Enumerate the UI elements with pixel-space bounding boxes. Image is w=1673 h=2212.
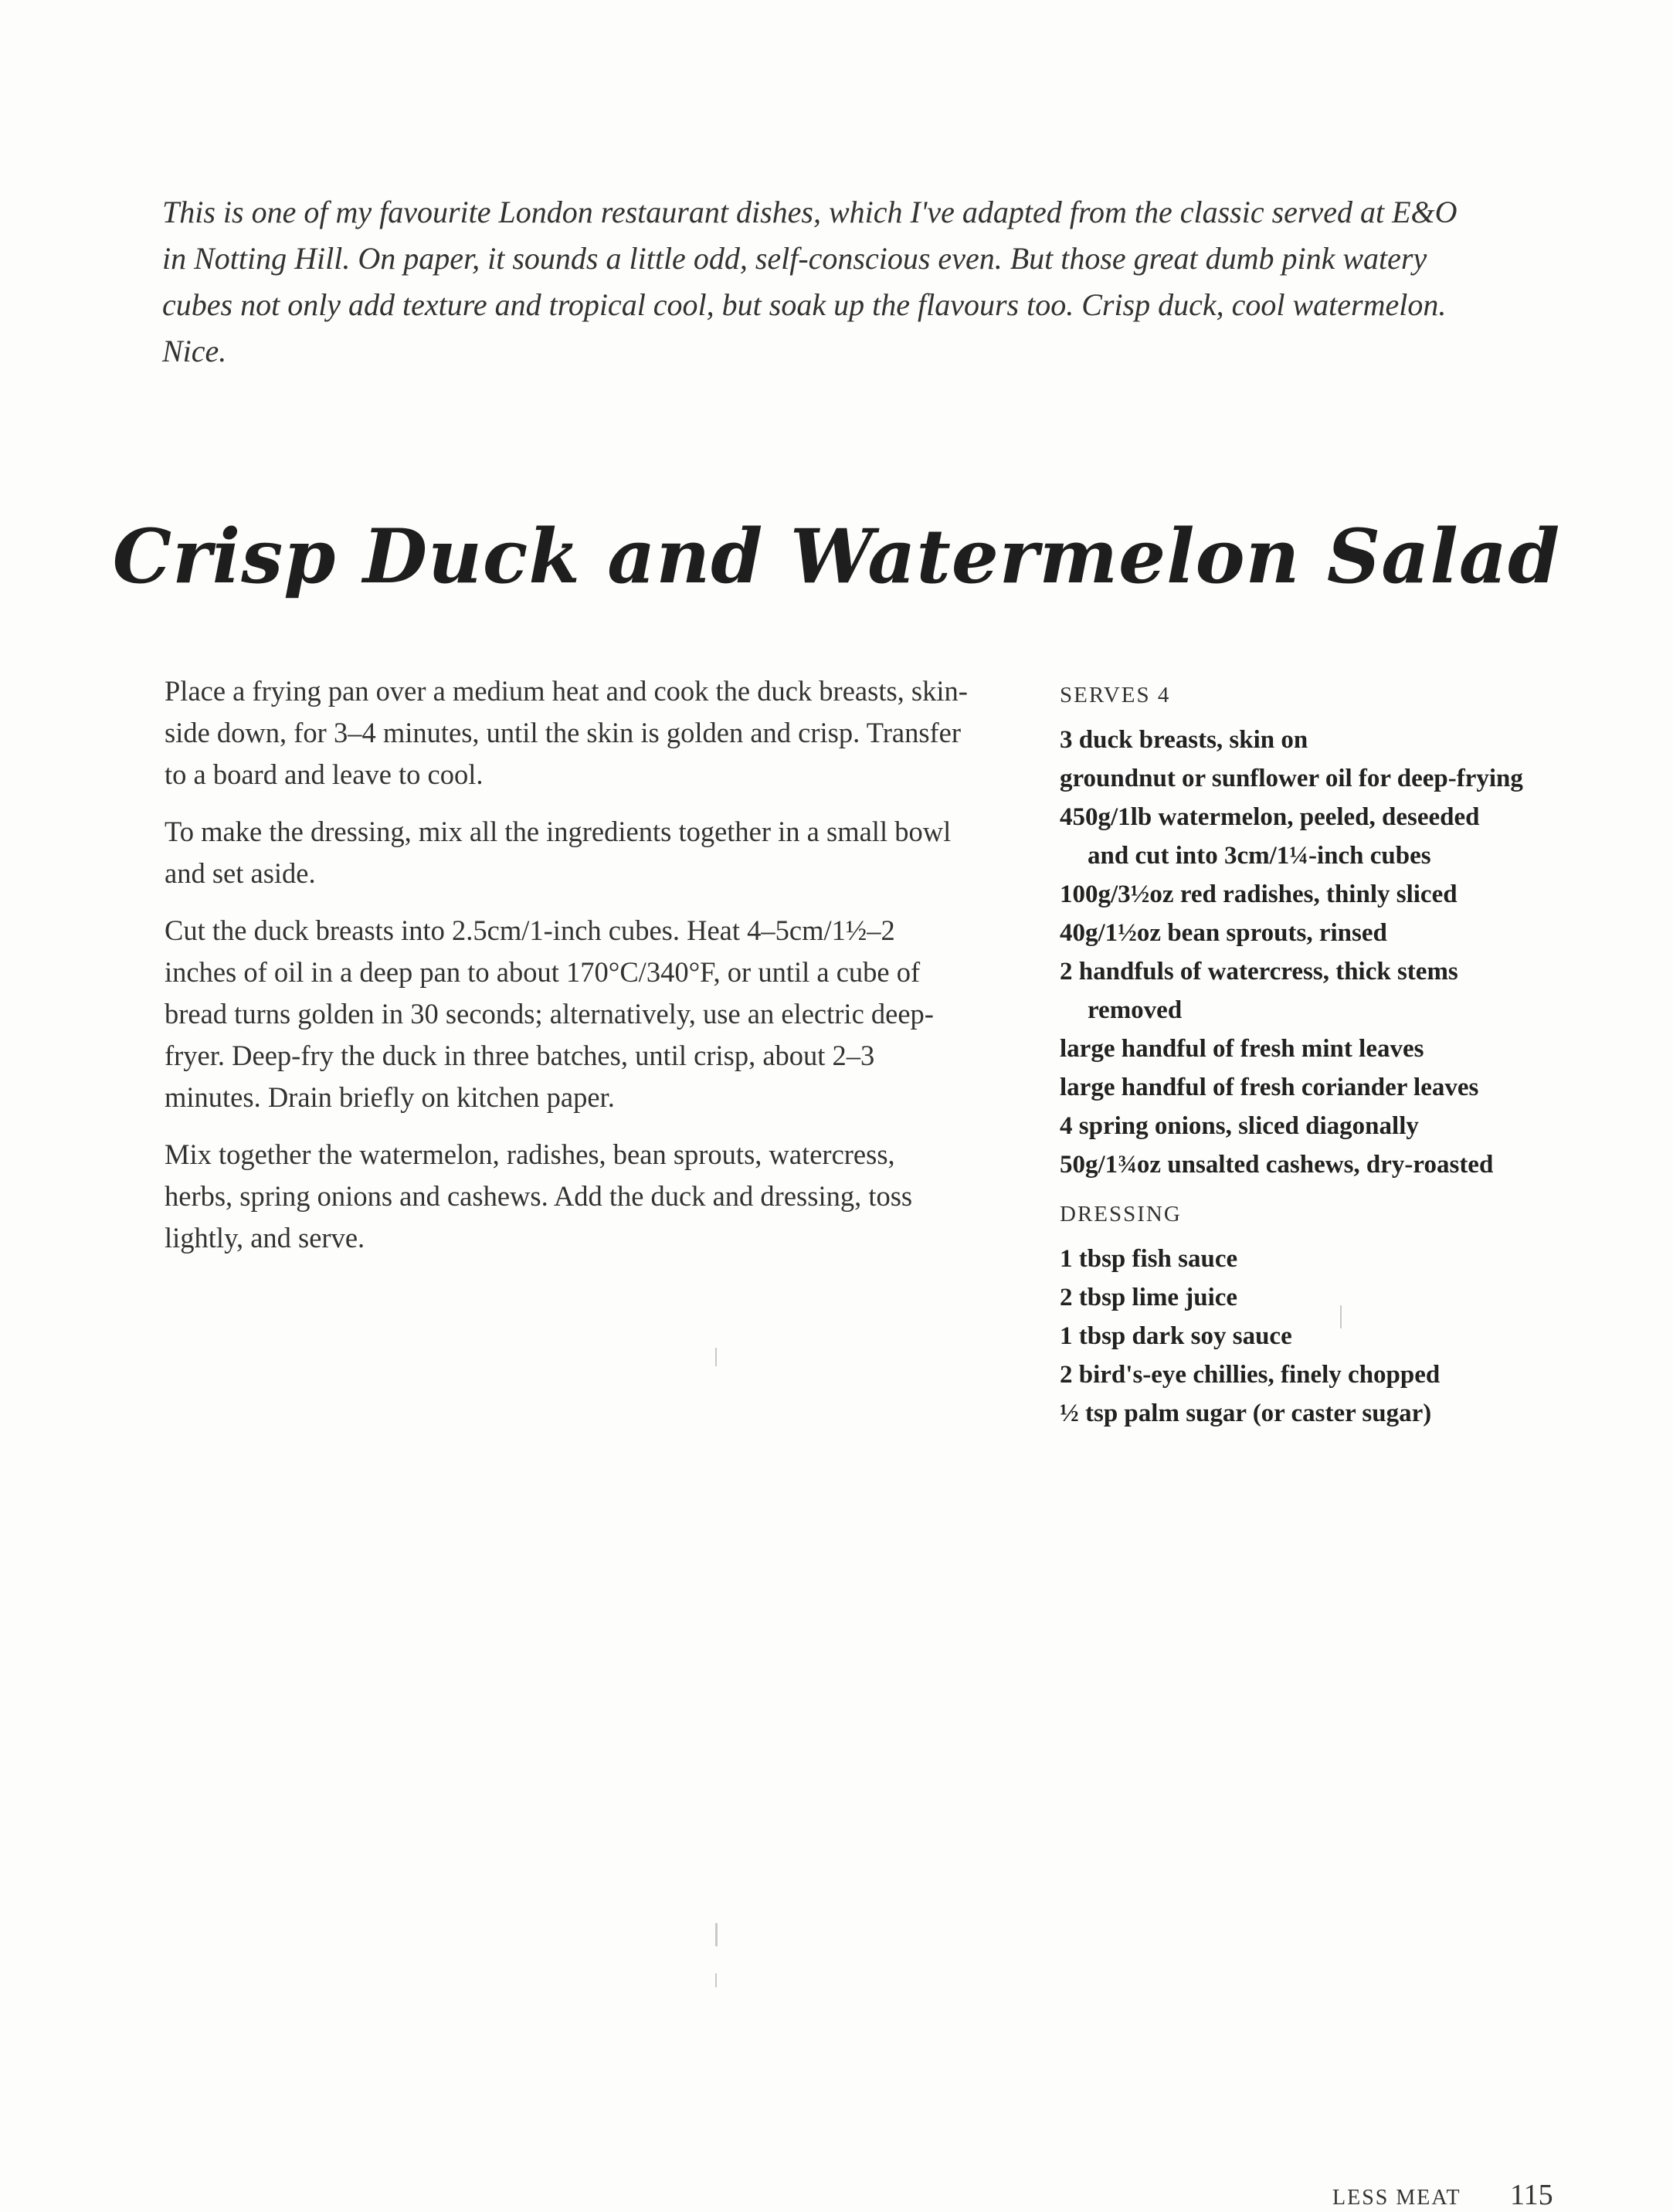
method-step: Cut the duck breasts into 2.5cm/1-inch cubes. Heat 4–5cm/1½–2 inches of oil in a deep pan to about 170°C/340°F, or until a cube of bread turns golden in 30 seconds; alternatively, use an electric deep-fryer. Deep-fry the duck in three batches, until crisp, about 2–3 minutes. Drain briefly on kitchen paper. bbox=[165, 914, 934, 1113]
page-number: 115 bbox=[1510, 2179, 1553, 2211]
intro-text: This is one of my favourite London restaurant dishes, which I've adapted from the classic served at E&O in Notting Hill. On paper, it sounds a little odd, self-conscious even. But those great dumb pink watery cubes not only add texture and tropical cool, but soak up the flavours too. Crisp duck, cool watermelon. Nice. bbox=[162, 195, 1458, 368]
method-step: Mix together the watermelon, radishes, bean sprouts, watercress, herbs, spring onions and cashews. Add the duck and dressing, toss lightly, and serve. bbox=[165, 1138, 913, 1254]
dressing-item: 1 tbsp dark soy sauce bbox=[1060, 1322, 1292, 1350]
footer-section-label: LESS MEAT bbox=[1332, 2186, 1461, 2210]
ingredient-item: large handful of fresh mint leaves bbox=[1060, 1035, 1424, 1063]
scan-mark bbox=[715, 1923, 718, 1946]
ingredient-item: 40g/1½oz bean sprouts, rinsed bbox=[1060, 919, 1387, 947]
ingredient-item: 450g/1lb watermelon, peeled, deseeded and cut into 3cm/1¼-inch cubes bbox=[1060, 803, 1480, 870]
dressing-heading: DRESSING bbox=[1060, 1202, 1182, 1226]
ingredient-item: 3 duck breasts, skin on bbox=[1060, 726, 1308, 754]
method-step: Place a frying pan over a medium heat and cook the duck breasts, skin-side down, for 3–4 minutes, until the skin is golden and crisp. Transfer to a board and leave to cool. bbox=[165, 675, 968, 790]
scan-mark bbox=[715, 1973, 717, 1987]
ingredient-list bbox=[1060, 721, 1523, 1184]
ingredient-item: 50g/1¾oz unsalted cashews, dry-roasted bbox=[1060, 1151, 1494, 1179]
scan-mark bbox=[1340, 1305, 1342, 1328]
ingredient-item: large handful of fresh coriander leaves bbox=[1060, 1074, 1479, 1101]
dressing-item: 2 tbsp lime juice bbox=[1060, 1284, 1238, 1311]
serves-heading: SERVES 4 bbox=[1060, 683, 1171, 707]
ingredient-item: 2 handfuls of watercress, thick stems removed bbox=[1060, 958, 1458, 1024]
method-section bbox=[165, 670, 968, 1274]
dressing-item: 1 tbsp fish sauce bbox=[1060, 1245, 1238, 1273]
ingredient-item: groundnut or sunflower oil for deep-frying bbox=[1060, 765, 1523, 792]
dressing-item: 2 bird's-eye chillies, finely chopped bbox=[1060, 1361, 1441, 1389]
ingredient-item: 4 spring onions, sliced diagonally bbox=[1060, 1112, 1419, 1140]
scan-mark bbox=[715, 1348, 717, 1366]
dressing-list bbox=[1060, 1240, 1523, 1433]
method-step: To make the dressing, mix all the ingredients together in a small bowl and set aside. bbox=[165, 816, 952, 889]
ingredient-item: 100g/3½oz red radishes, thinly sliced bbox=[1060, 880, 1458, 908]
ingredients-column bbox=[1060, 676, 1523, 1433]
dressing-item: ½ tsp palm sugar (or caster sugar) bbox=[1060, 1399, 1432, 1427]
recipe-title: Crisp Duck and Watermelon Salad bbox=[112, 513, 1561, 601]
